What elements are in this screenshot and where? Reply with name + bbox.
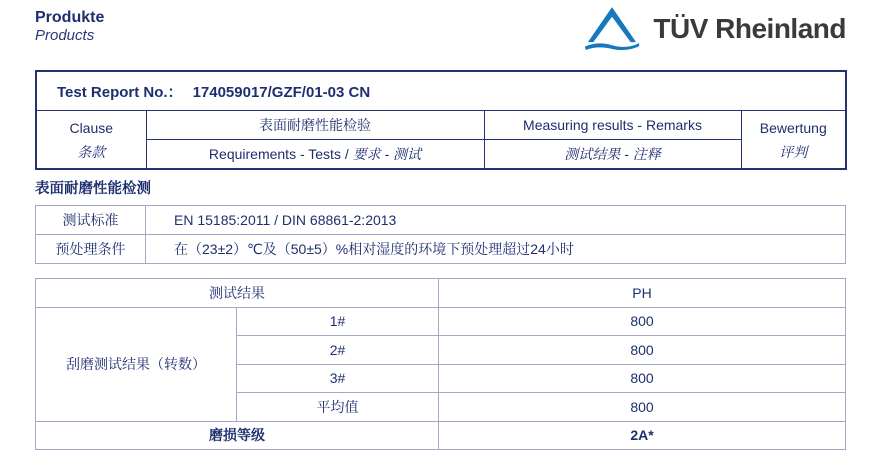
sample-2-value: 800 xyxy=(439,336,846,365)
header-title-german: Produkte xyxy=(35,9,105,26)
column-results-en: Measuring results - Remarks xyxy=(484,111,741,140)
sample-2-label: 2# xyxy=(237,336,439,365)
average-value: 800 xyxy=(439,393,846,422)
tuv-logo-wordmark: TÜV Rheinland xyxy=(653,13,846,44)
test-standard-value: EN 15185:2011 / DIN 68861-2:2013 xyxy=(146,206,846,235)
tuv-rheinland-logo xyxy=(584,6,846,52)
clause-label-cn: 条款 xyxy=(77,143,106,160)
results-header-label: 测试结果 xyxy=(36,279,439,308)
column-clause xyxy=(36,111,146,170)
wear-grade-label: 磨损等级 xyxy=(36,421,439,450)
results-table xyxy=(35,278,846,450)
conditions-table xyxy=(35,205,846,264)
column-requirements-sub xyxy=(146,140,484,170)
sample-1-value: 800 xyxy=(439,307,846,336)
report-number-label: Test Report No.： xyxy=(57,83,183,101)
table-row xyxy=(36,279,846,308)
header-title-english: Products xyxy=(35,27,95,44)
wear-grade-value: 2A* xyxy=(439,421,846,450)
column-requirements-title: 表面耐磨性能检验 xyxy=(146,111,484,140)
table-row xyxy=(36,235,846,264)
report-header-table xyxy=(35,70,847,170)
section-title: 表面耐磨性能检测 xyxy=(35,181,151,197)
preconditioning-value: 在（23±2）℃及（50±5）%相对湿度的环境下预处理超过24小时 xyxy=(146,235,846,264)
clause-label-en: Clause xyxy=(69,119,114,136)
report-number-row xyxy=(36,71,846,111)
table-row xyxy=(36,307,846,336)
sample-1-label: 1# xyxy=(237,307,439,336)
report-number-value: 174059017/GZF/01-03 CN xyxy=(192,83,371,101)
page-header xyxy=(35,8,104,45)
test-standard-label: 测试标准 xyxy=(36,206,146,235)
rating-label-de: Bewertung xyxy=(759,119,827,136)
tuv-triangle-icon xyxy=(584,6,640,52)
column-rating xyxy=(741,111,846,170)
average-label: 平均值 xyxy=(237,393,439,422)
preconditioning-label: 预处理条件 xyxy=(36,235,146,264)
table-row xyxy=(36,421,846,450)
results-header-value: PH xyxy=(439,279,846,308)
sample-3-label: 3# xyxy=(237,364,439,393)
sample-3-value: 800 xyxy=(439,364,846,393)
requirements-label-en: Requirements - Tests / xyxy=(208,146,349,162)
column-results-cn: 测试结果 - 注释 xyxy=(484,140,741,170)
table-row xyxy=(36,206,846,235)
scratch-test-group-label: 刮磨测试结果（转数） xyxy=(36,307,237,421)
requirements-label-cn: 要求 - 测试 xyxy=(352,146,422,162)
rating-label-cn: 评判 xyxy=(779,143,808,160)
